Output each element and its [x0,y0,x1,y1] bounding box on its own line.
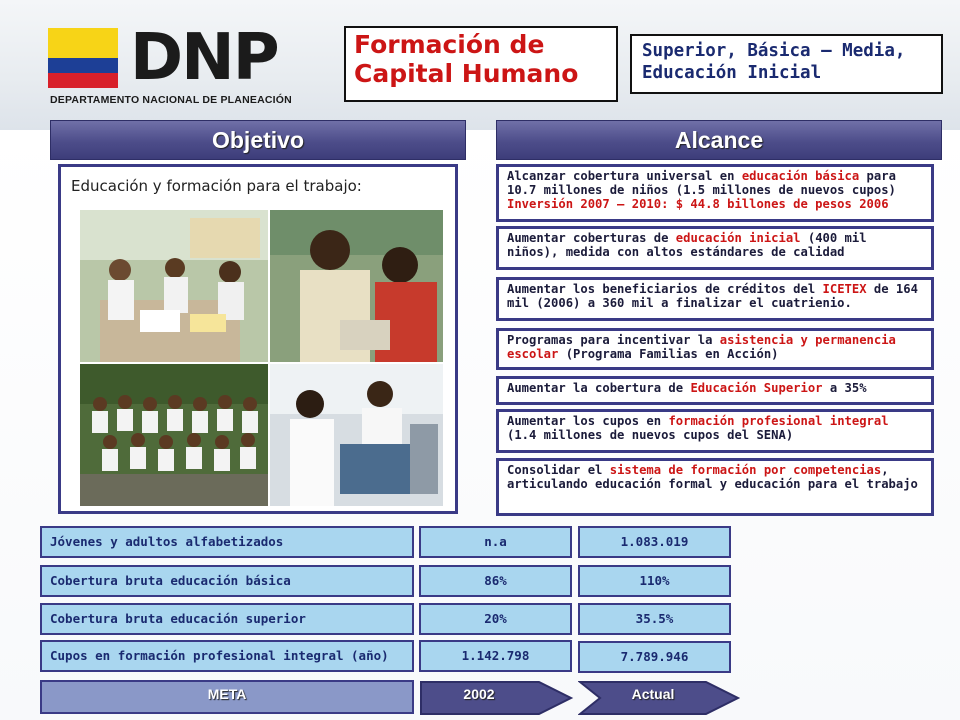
alcance-heading: Alcance [496,120,942,160]
alcance-text: (400 mil niños), medida con altos estándares de calidad [507,231,867,259]
indicator-value-actual: 35.5% [578,603,731,635]
slide-subtitle-line2: Educación Inicial [642,63,822,83]
alcance-item [496,164,934,222]
alcance-highlight: ICETEX [822,282,867,296]
alcance-investment: Inversión 2007 – 2010: $ 44.8 billones de pesos 2006 [507,197,889,211]
objetivo-heading: Objetivo [50,120,466,160]
actual-label: Actual [631,686,675,702]
indicator-value-actual: 110% [578,565,731,597]
indicator-value-2002: 1.142.798 [419,640,572,672]
technical-training-photo [270,364,443,506]
alcance-highlight: sistema de formación por competencias [609,463,882,477]
meta-label: META [40,680,414,714]
alcance-item [496,409,934,453]
slide-title-line1: Formación de [354,30,545,59]
alcance-item [496,458,934,516]
alcance-item [496,328,934,370]
indicator-value-2002: n.a [419,526,572,558]
logo-wordmark: DNP [130,21,278,95]
actual-arrow [578,678,740,718]
alcance-text: (1.4 millones de nuevos cupos del SENA) [507,428,794,442]
indicator-label: Cobertura bruta educación superior [40,603,414,635]
indicator-label: Cobertura bruta educación básica [40,565,414,597]
indicator-value-actual: 7.789.946 [578,641,731,673]
alcance-text: , articulando educación formal y educación para el trabajo [507,463,918,491]
year-2002-label: 2002 [463,686,495,702]
alcance-item [496,226,934,270]
colombia-flag-icon [48,28,118,88]
indicator-label: Cupos en formación profesional integral (año) [40,640,414,672]
alcance-text: Alcanzar cobertura universal en [507,169,742,183]
children-group-photo [80,364,268,506]
alcance-highlight: Educación Superior [690,381,823,395]
alcance-item [496,376,934,405]
alcance-text: Aumentar coberturas de [507,231,676,245]
indicator-value-2002: 86% [419,565,572,597]
classroom-photo [80,210,268,362]
indicator-value-actual: 1.083.019 [578,526,731,558]
alcance-highlight: educación inicial [675,231,801,245]
alcance-highlight: formación profesional integral [668,414,889,428]
lab-students-photo [270,210,443,362]
alcance-highlight: asistencia y permanencia escolar [507,333,896,361]
alcance-text: Consolidar el [507,463,610,477]
alcance-text: Aumentar la cobertura de [507,381,691,395]
alcance-text: de 164 mil (2006) a 360 mil a finalizar el cuatrienio. [507,282,918,310]
objetivo-panel [58,164,458,514]
logo-subtitle: DEPARTAMENTO NACIONAL DE PLANEACIÓN [50,94,292,106]
alcance-text: Aumentar los beneficiarios de créditos del [507,282,823,296]
objetivo-text: Educación y formación para el trabajo: [71,177,362,195]
indicator-label: Jóvenes y adultos alfabetizados [40,526,414,558]
alcance-text: Aumentar los cupos en [507,414,669,428]
dnp-logo [48,21,298,108]
alcance-item [496,277,934,321]
indicator-value-2002: 20% [419,603,572,635]
slide-subtitle-line1: Superior, Básica – Media, [642,41,906,61]
alcance-text: a 35% [822,381,867,395]
year-2002-arrow [419,678,574,718]
alcance-highlight: educación básica [741,169,860,183]
alcance-text: (Programa Familias en Acción) [558,347,779,361]
slide-title-line2: Capital Humano [354,59,579,88]
alcance-text: para 10.7 millones de niños (1.5 millones de nuevos cupos) [507,169,896,197]
slide-subtitle-box [630,34,943,94]
slide-title-box [344,26,618,102]
alcance-text: Programas para incentivar la [507,333,720,347]
